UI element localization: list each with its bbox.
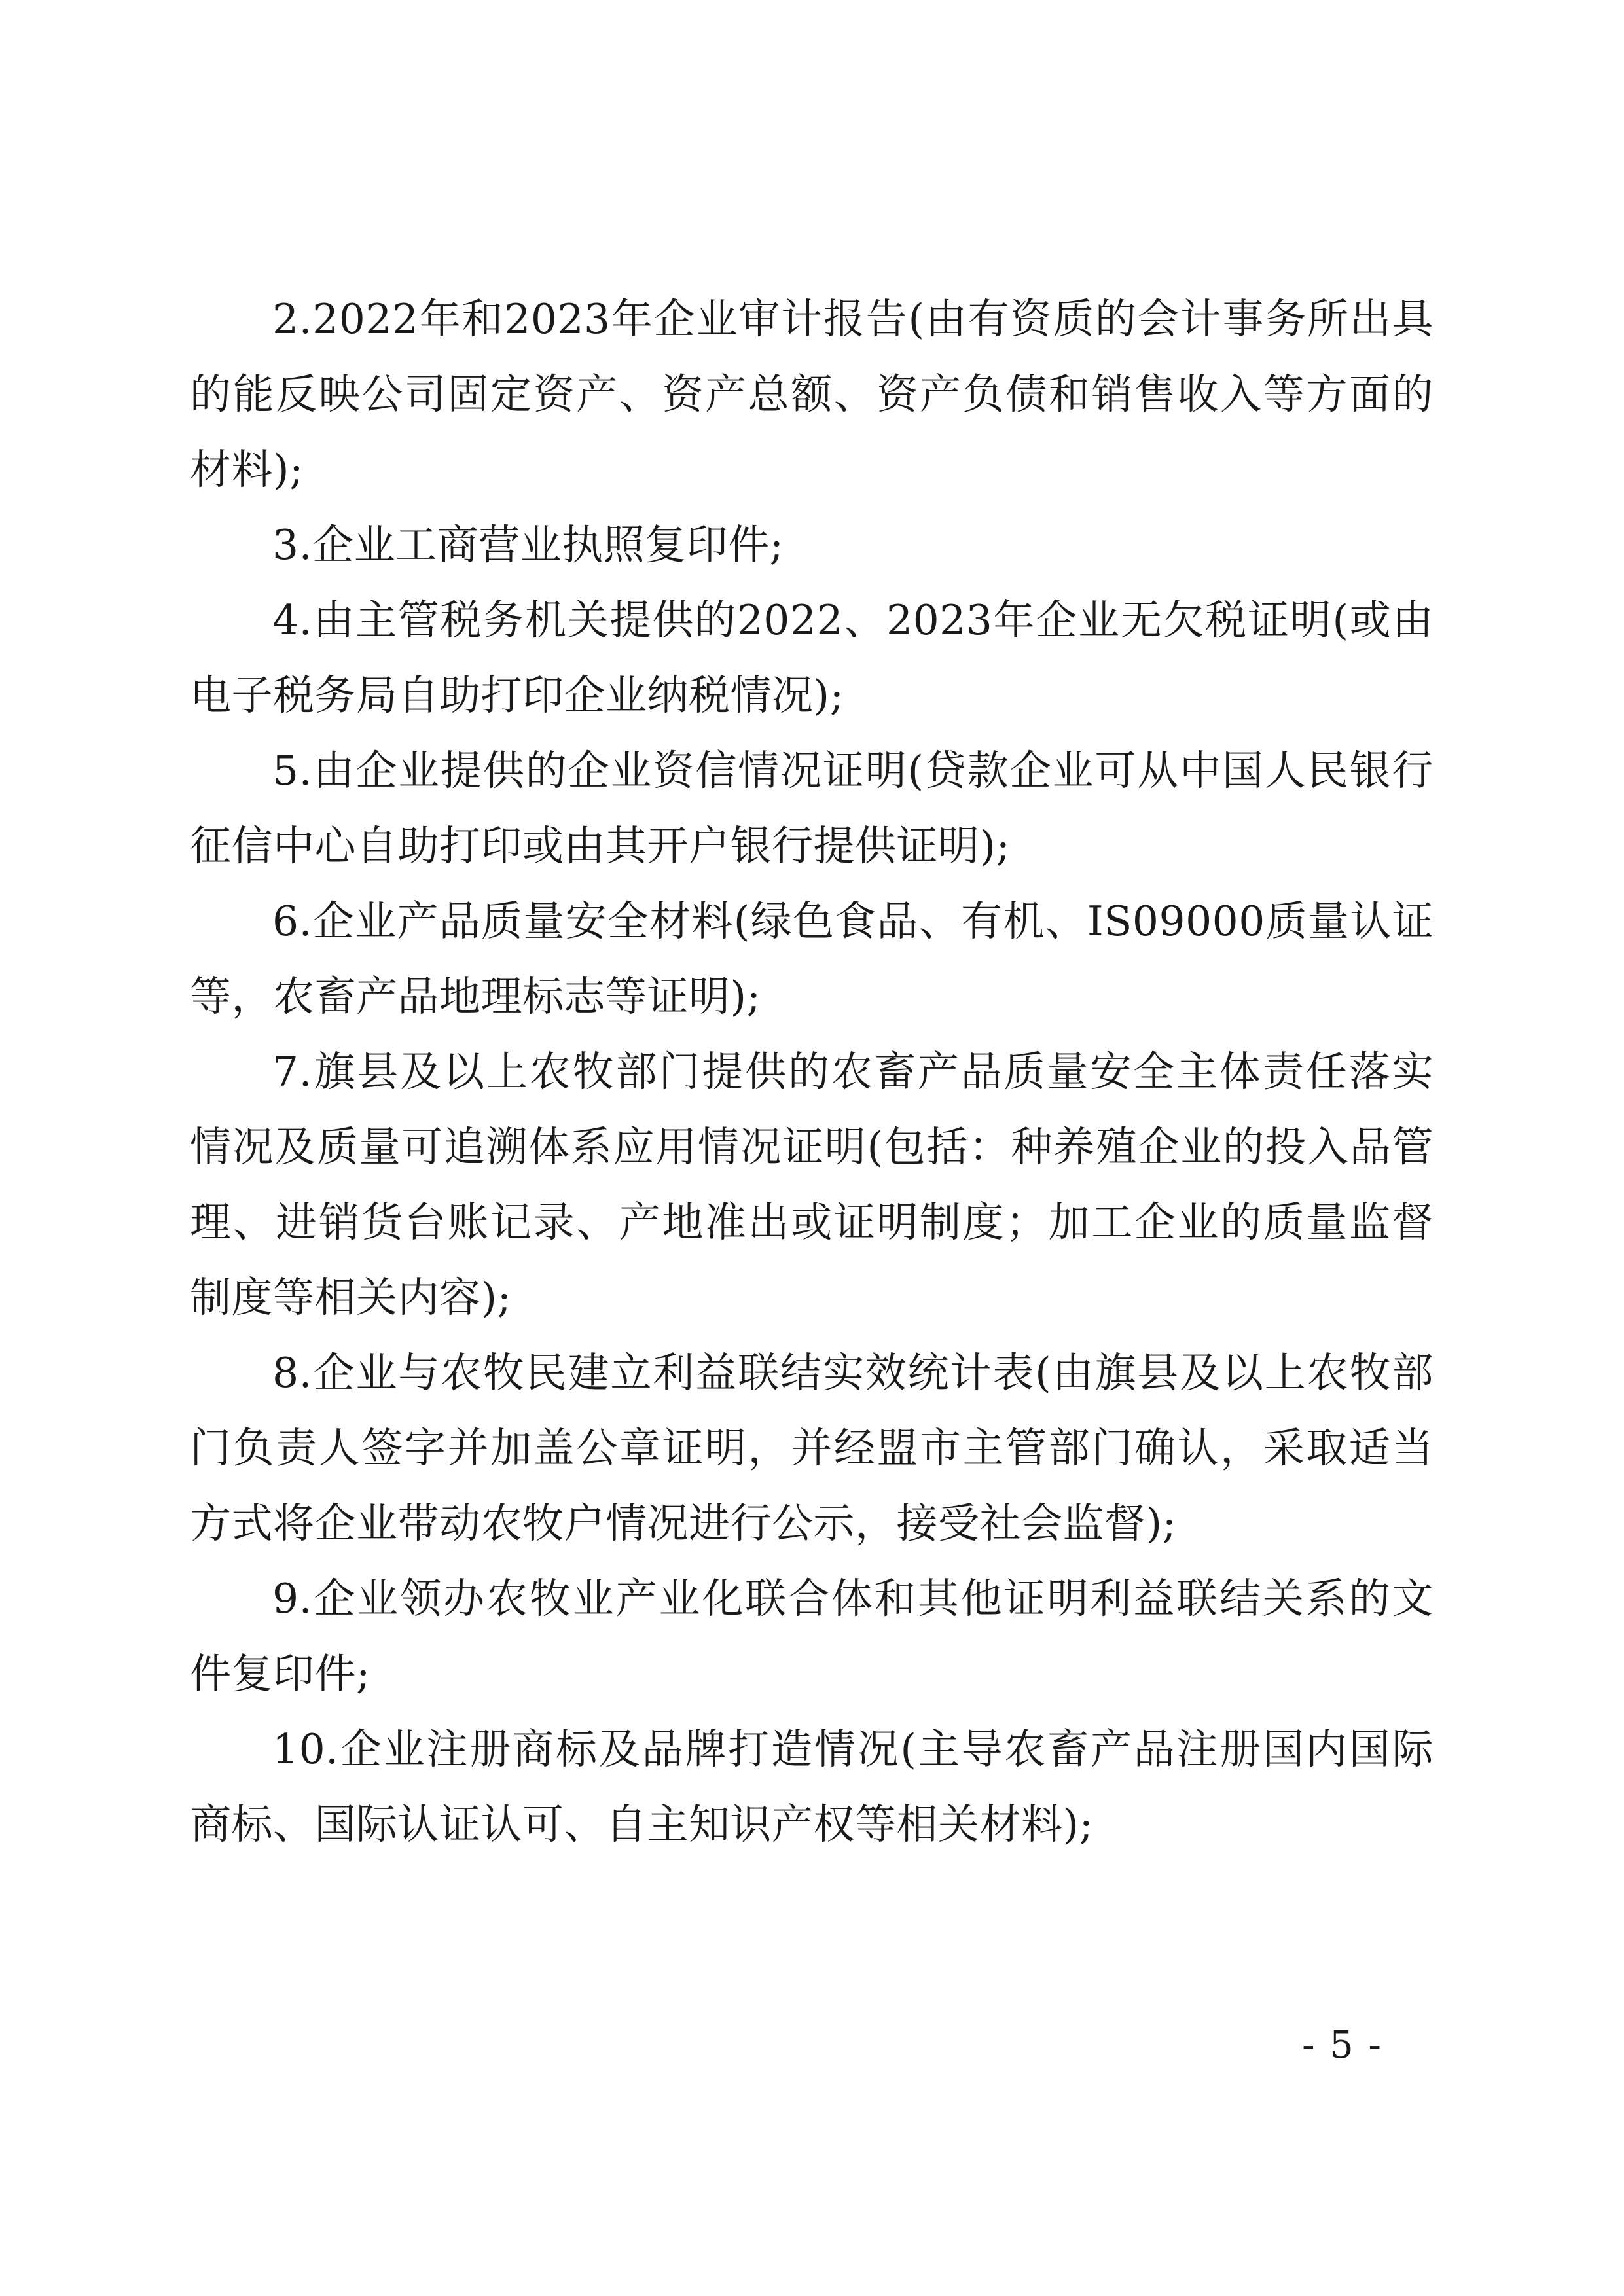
page-number-label: - 5 - <box>1302 2022 1382 2067</box>
paragraph-item-3: 3.企业工商营业执照复印件; <box>272 521 784 569</box>
document-body <box>190 281 1434 1862</box>
paragraph-item-4: 4.由主管税务机关提供的2022、2023年企业无欠税证明(或由电子税务局自助打印企业纳税情况); <box>190 596 1434 719</box>
paragraph-item-8: 8.企业与农牧民建立利益联结实效统计表(由旗县及以上农牧部门负责人签字并加盖公章证明，并经盟市主管部门确认，采取适当方式将企业带动农牧户情况进行公示，接受社会监督); <box>190 1349 1434 1547</box>
paragraph-item-7: 7.旗县及以上农牧部门提供的农畜产品质量安全主体责任落实情况及质量可追溯体系应用情况证明(包括：种养殖企业的投入品管理、进销货台账记录、产地准出或证明制度；加工企业的质量监督制度等相关内容); <box>190 1048 1434 1321</box>
paragraph-item-2: 2.2022年和2023年企业审计报告(由有资质的会计事务所出具的能反映公司固定资产、资产总额、资产负债和销售收入等方面的材料); <box>190 295 1434 493</box>
paragraph-item-10: 10.企业注册商标及品牌打造情况(主导农畜产品注册国内国际商标、国际认证认可、自主知识产权等相关材料); <box>190 1725 1434 1848</box>
page-number <box>0 2022 1624 2067</box>
paragraph-item-5: 5.由企业提供的企业资信情况证明(贷款企业可从中国人民银行征信中心自助打印或由其开户银行提供证明); <box>190 747 1434 870</box>
paragraph-item-9: 9.企业领办农牧业产业化联合体和其他证明利益联结关系的文件复印件; <box>190 1575 1434 1698</box>
paragraph-item-6: 6.企业产品质量安全材料(绿色食品、有机、IS09000质量认证等，农畜产品地理标志等证明); <box>190 897 1434 1020</box>
